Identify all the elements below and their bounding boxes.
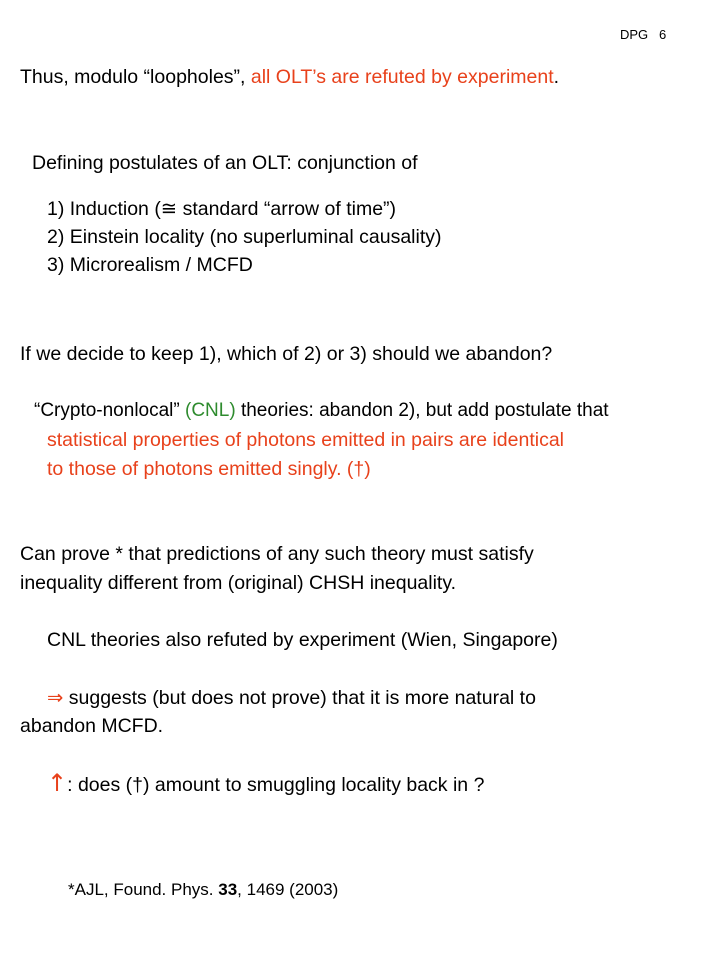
prove-line-1: Can prove * that predictions of any such theory must satisfy [20, 543, 534, 565]
implies-icon: ⇒ [47, 686, 64, 709]
cnl-line-1 [34, 398, 609, 424]
header-label: DPG [620, 27, 649, 42]
intro-text: Thus, modulo “loopholes”, [20, 66, 251, 88]
question-line: If we decide to keep 1), which of 2) or 3) should we abandon? [20, 343, 553, 365]
suggests-text: suggests (but does not prove) that it is more natural to [63, 687, 536, 709]
smuggle-line [47, 770, 484, 798]
prove-line-2: inequality different from (original) CHSH inequality. [20, 572, 457, 594]
suggests-line-2: abandon MCFD. [20, 715, 164, 737]
footnote [68, 877, 338, 903]
postulate-item-1: 1) Induction (≅ standard “arrow of time”) [47, 198, 397, 220]
cnl-suffix: theories: abandon 2), but add postulate that [235, 400, 609, 421]
intro-line [20, 64, 559, 90]
postulates-heading: Defining postulates of an OLT: conjunction of [32, 152, 418, 174]
intro-highlight: all OLT’s are refuted by experiment [250, 66, 554, 88]
refuted-line: CNL theories also refuted by experiment (Wien, Singapore) [47, 629, 558, 651]
cnl-line-2: statistical properties of photons emitted in pairs are identical [47, 429, 565, 451]
up-arrow-icon: ↑ [47, 769, 68, 797]
suggests-line-1 [47, 685, 536, 711]
intro-period: . [553, 66, 560, 88]
cnl-line-3: to those of photons emitted singly. (†) [47, 458, 371, 480]
postulate-item-2: 2) Einstein locality (no superluminal causality) [47, 226, 442, 248]
slide-label [620, 27, 666, 43]
footnote-prefix: *AJL, Found. Phys. [68, 880, 219, 899]
smuggle-text: : does (†) amount to smuggling locality back in ? [67, 774, 485, 796]
postulate-item-3: 3) Microrealism / MCFD [47, 254, 253, 276]
page-number: 6 [659, 27, 667, 42]
footnote-volume: 33 [218, 880, 238, 899]
cnl-tag: (CNL) [185, 400, 236, 421]
cnl-prefix: “Crypto-nonlocal” [34, 400, 185, 421]
footnote-suffix: , 1469 (2003) [237, 880, 339, 899]
